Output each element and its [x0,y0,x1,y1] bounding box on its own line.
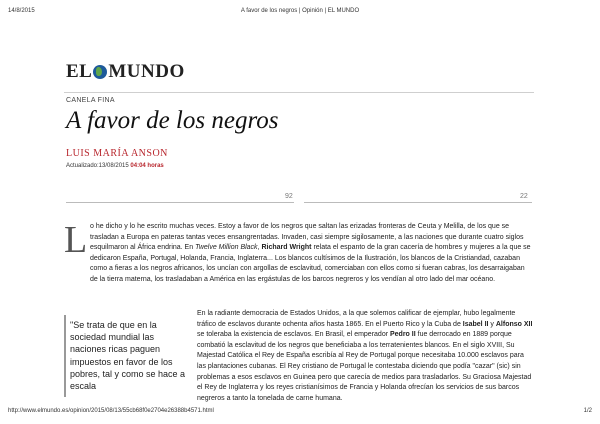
print-date: 14/8/2015 [8,8,35,14]
logo-text-left: EL [66,61,93,82]
p2-text-b: y [488,320,496,328]
updated-timestamp [66,163,164,169]
p1-text-b: , [257,244,262,252]
updated-time: 04:04 horas [130,163,164,169]
article-paragraph-2 [197,309,534,404]
logo-text-right: MUNDO [108,61,185,82]
share-bar-left[interactable] [66,197,294,203]
author-name[interactable]: LUIS MARÍA ANSON [66,148,168,159]
article-paragraph-1 [64,219,534,286]
share-count-left: 92 [285,193,293,200]
p2-bold-pedro: Pedro II [390,331,416,339]
pullquote-rule [64,315,66,397]
header-divider [64,92,534,93]
drop-cap: L [64,219,88,261]
p2-text-d: fue derrocado en 1889 porque combatió la esclavitud de los negros que beneficiaba a los terratenientes blancos. En el siglo XVIII, Su Majestad Católica el Rey de España escribía al Rey de Portugal porque necesitaba 10.000 esclavos para las plantaciones cubanas. El Rey cristiano de Portugal le contestaba diciendo que podía "cazar" (sic) sin problemas a esos esclavos en Guinea pero que carecía de medios para trasladarlos. Su Graciosa Majestad el Rey de Inglaterra y los reyes cristianísimos de Francia y Holanda ofrecían los servicios de sus barcos negreros a tanto la tonelada de carne humana. [197,331,532,402]
p1-author-mention: Richard Wright [261,244,312,252]
pullquote: "Se trata de que en la sociedad mundial las naciones ricas paguen impuestos en favor de los pobres, tal y como se hace a escala [70,320,186,392]
share-count-right: 22 [520,193,528,200]
p2-text-c: se toleraba la existencia de esclavos. En Brasil, el emperador [197,331,390,339]
updated-label: Actualizado:13/08/2015 [66,163,129,169]
p1-text-a: o he dicho y lo he escrito muchas veces. Estoy a favor de los negros que saltan las erizadas fronteras de Ceuta y Melilla, de los que se trasladan a Europa en pateras tantas veces ensangrentadas. Invaden, casi siempre sigilosamente, a las naciones que durante cuatro siglos esquilmaron al África endrina. En [90,223,524,252]
article-headline: A favor de los negros [66,107,279,134]
print-page-number: 1/2 [583,408,592,414]
globe-icon [93,65,107,79]
print-url: http://www.elmundo.es/opinion/2015/08/13/55cb68f0e2704e26388b4571.html [8,408,214,414]
p2-bold-isabel: Isabel II [462,320,489,328]
p1-text-c: relata el espanto de la gran cacería de hombres y mujeres a la que se dedicaron España, Portugal, Holanda, Francia, Inglaterra... Los blancos cultísimos de la Ilustración, los blancos de la Cristiandad, cazaban como a fieras a los negros africanos, los uncían con argollas de esclavitud, comerciaban con ellos como si fueran cabras, los desarraigaban de la tierra materna, los trasladaban a América en las ergástulas de los barcos negreros y los vendían al otro lado del mar océano. [90,244,531,283]
p2-text-a: En la radiante democracia de Estados Unidos, a la que solemos calificar de ejemplar, hubo legalmente tráfico de esclavos durante ochenta años hasta 1865. En el Puerto Rico y la Cuba de [197,310,516,328]
p2-bold-alfonso: Alfonso XII [495,320,533,328]
share-bar-right[interactable] [304,197,532,203]
p1-book-title: Twelve Million Black [195,244,258,252]
print-page-title: A favor de los negros | Opinión | EL MUNDO [240,8,360,14]
section-label[interactable]: CANELA FINA [66,97,115,104]
el-mundo-logo[interactable] [66,61,185,83]
